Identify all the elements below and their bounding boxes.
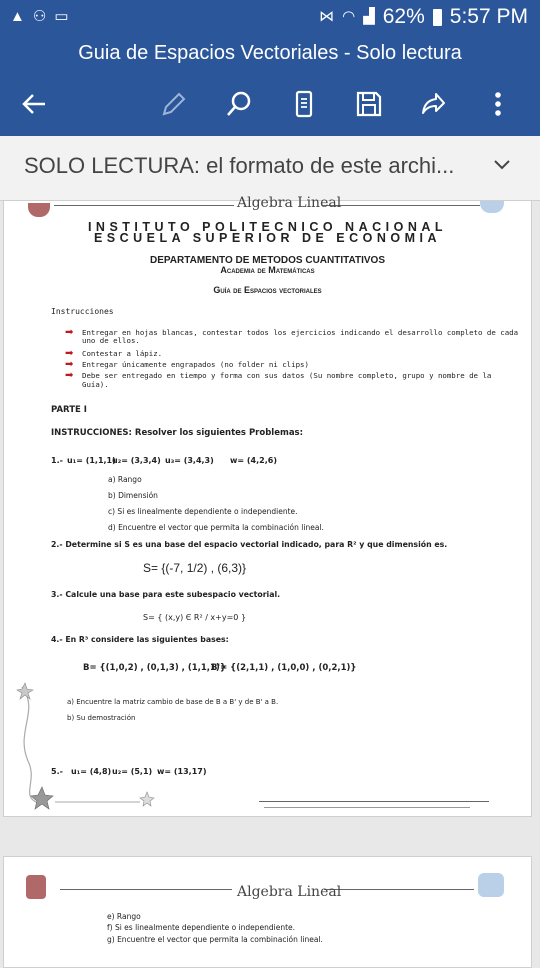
school-name: ESCUELA SUPERIOR DE ECONOMIA	[93, 231, 442, 245]
messenger-icon: ⚇	[32, 8, 47, 25]
search-button[interactable]	[219, 84, 259, 124]
list-item: f) Si es linealmente dependiente o independiente.	[107, 923, 296, 932]
instruction-line: uno de ellos.	[82, 336, 140, 345]
problem-3: 3.- Calcule una base para este subespacio vectorial.	[51, 590, 281, 599]
back-button[interactable]	[14, 84, 54, 124]
vector-u2: u₂= (3,3,4)	[112, 456, 161, 465]
share-icon	[418, 89, 448, 119]
mobile-view-icon	[289, 89, 319, 119]
document-page	[3, 195, 532, 817]
decorative-border-swirl	[10, 681, 180, 816]
academy: Academia de Matemáticas	[220, 265, 315, 275]
reading-view-button[interactable]	[284, 84, 324, 124]
wifi-icon: ◠	[342, 8, 356, 25]
list-item: a) Encuentre la matriz cambio de base de B a B' y de B' a B.	[67, 698, 279, 706]
list-item: a) Rango	[108, 475, 142, 484]
vector-u2: u₂= (5,1)	[112, 767, 153, 776]
list-item: d) Encuentre el vector que permita la combinación lineal.	[108, 523, 324, 532]
read-only-banner[interactable]	[0, 136, 540, 201]
save-icon	[354, 89, 384, 119]
ese-logo	[478, 873, 504, 897]
document-page	[3, 856, 532, 968]
signal-icon: ▟	[363, 8, 375, 25]
battery-icon	[433, 9, 442, 26]
ese-logo	[480, 201, 504, 213]
part-heading: PARTE I	[51, 405, 87, 415]
more-vertical-icon	[483, 89, 513, 119]
list-item: e) Rango	[107, 912, 141, 921]
vector-u1: u₁= (4,8)	[71, 767, 112, 776]
arrow-bullet-icon: ➡	[65, 359, 74, 370]
guide-title: Guía de Espacios vectoriales	[213, 285, 322, 295]
list-item: b) Su demostración	[67, 714, 136, 722]
status-bar	[0, 0, 540, 36]
problem-2-set: S= {(-7, 1/2) , (6,3)}	[143, 561, 247, 575]
search-icon	[224, 89, 254, 119]
vector-u1: u₁= (1,1,1)	[67, 456, 116, 465]
header-rule-left	[60, 889, 232, 890]
header-rule-right	[324, 889, 474, 890]
mute-icon: ⋈	[319, 8, 335, 25]
header-rule-right	[322, 205, 480, 206]
clock: 5:57 PM	[449, 5, 528, 28]
header-rule-left	[54, 205, 234, 206]
save-button[interactable]	[349, 84, 389, 124]
back-arrow-icon	[19, 89, 49, 119]
part-instructions: INSTRUCCIONES: Resolver los siguientes Problemas:	[51, 428, 304, 438]
problem-3-set: S= { (x,y) Є R² / x+y=0 }	[143, 613, 247, 622]
instruction-line: Entregar únicamente engrapados (no folder ni clips)	[82, 360, 309, 369]
list-item: c) Si es linealmente dependiente o independiente.	[108, 507, 298, 516]
institute-name: INSTITUTO POLITECNICO NACIONAL	[87, 220, 448, 234]
app-bar	[0, 36, 540, 136]
pencil-icon	[159, 89, 189, 119]
instruction-line: Entregar en hojas blancas, contestar todos los ejercicios indicando el desarrollo completo de cada	[82, 328, 519, 337]
instruction-line: Contestar a lápiz.	[82, 349, 163, 358]
vector-w: w= (4,2,6)	[230, 456, 277, 465]
list-item: b) Dimensión	[108, 491, 158, 500]
toolbar	[0, 82, 540, 126]
more-options-button[interactable]	[478, 84, 518, 124]
problem-1-number: 1.-	[51, 456, 63, 465]
arrow-bullet-icon: ➡	[65, 327, 74, 338]
instructions-heading: Instrucciones	[51, 307, 114, 316]
footer-rule	[259, 801, 489, 802]
warning-icon: ▲	[10, 8, 25, 25]
basis-b-prime: B'= {(2,1,1) , (1,0,0) , (0,2,1)}	[211, 663, 357, 673]
problem-2: 2.- Determine si S es una base del espacio vectorial indicado, para R² y que dimensión es.	[51, 540, 448, 549]
instruction-line: Guía).	[82, 380, 109, 389]
voicemail-icon: ▭	[54, 8, 69, 25]
battery-percent: 62%	[382, 5, 425, 28]
edit-button[interactable]	[154, 84, 194, 124]
footer-rule	[264, 807, 470, 808]
share-button[interactable]	[413, 84, 453, 124]
vector-u3: u₃= (3,4,3)	[165, 456, 214, 465]
banner-message: SOLO LECTURA: el formato de este archi...	[24, 153, 455, 178]
vector-w: w= (13,17)	[157, 767, 207, 776]
ipn-logo	[26, 875, 46, 899]
arrow-bullet-icon: ➡	[65, 370, 74, 381]
list-item: g) Encuentre el vector que permita la combinación lineal.	[107, 935, 323, 944]
document-title: Guia de Espacios Vectoriales - Solo lectura	[78, 42, 462, 64]
problem-5-number: 5.-	[51, 767, 63, 776]
arrow-bullet-icon: ➡	[65, 348, 74, 359]
header-title: Algebra Lineal	[237, 884, 342, 900]
ipn-logo	[28, 203, 50, 217]
department: DEPARTAMENTO DE METODOS CUANTITATIVOS	[149, 255, 385, 266]
chevron-down-icon[interactable]	[492, 158, 512, 172]
basis-b: B= {(1,0,2) , (0,1,3) , (1,1,1)}	[83, 663, 226, 673]
header-title: Algebra Lineal	[237, 195, 342, 211]
instruction-line: Debe ser entregado en tiempo y forma con sus datos (Su nombre completo, grupo y nombre de la	[82, 371, 492, 380]
problem-4: 4.- En R³ considere las siguientes bases:	[51, 635, 229, 644]
